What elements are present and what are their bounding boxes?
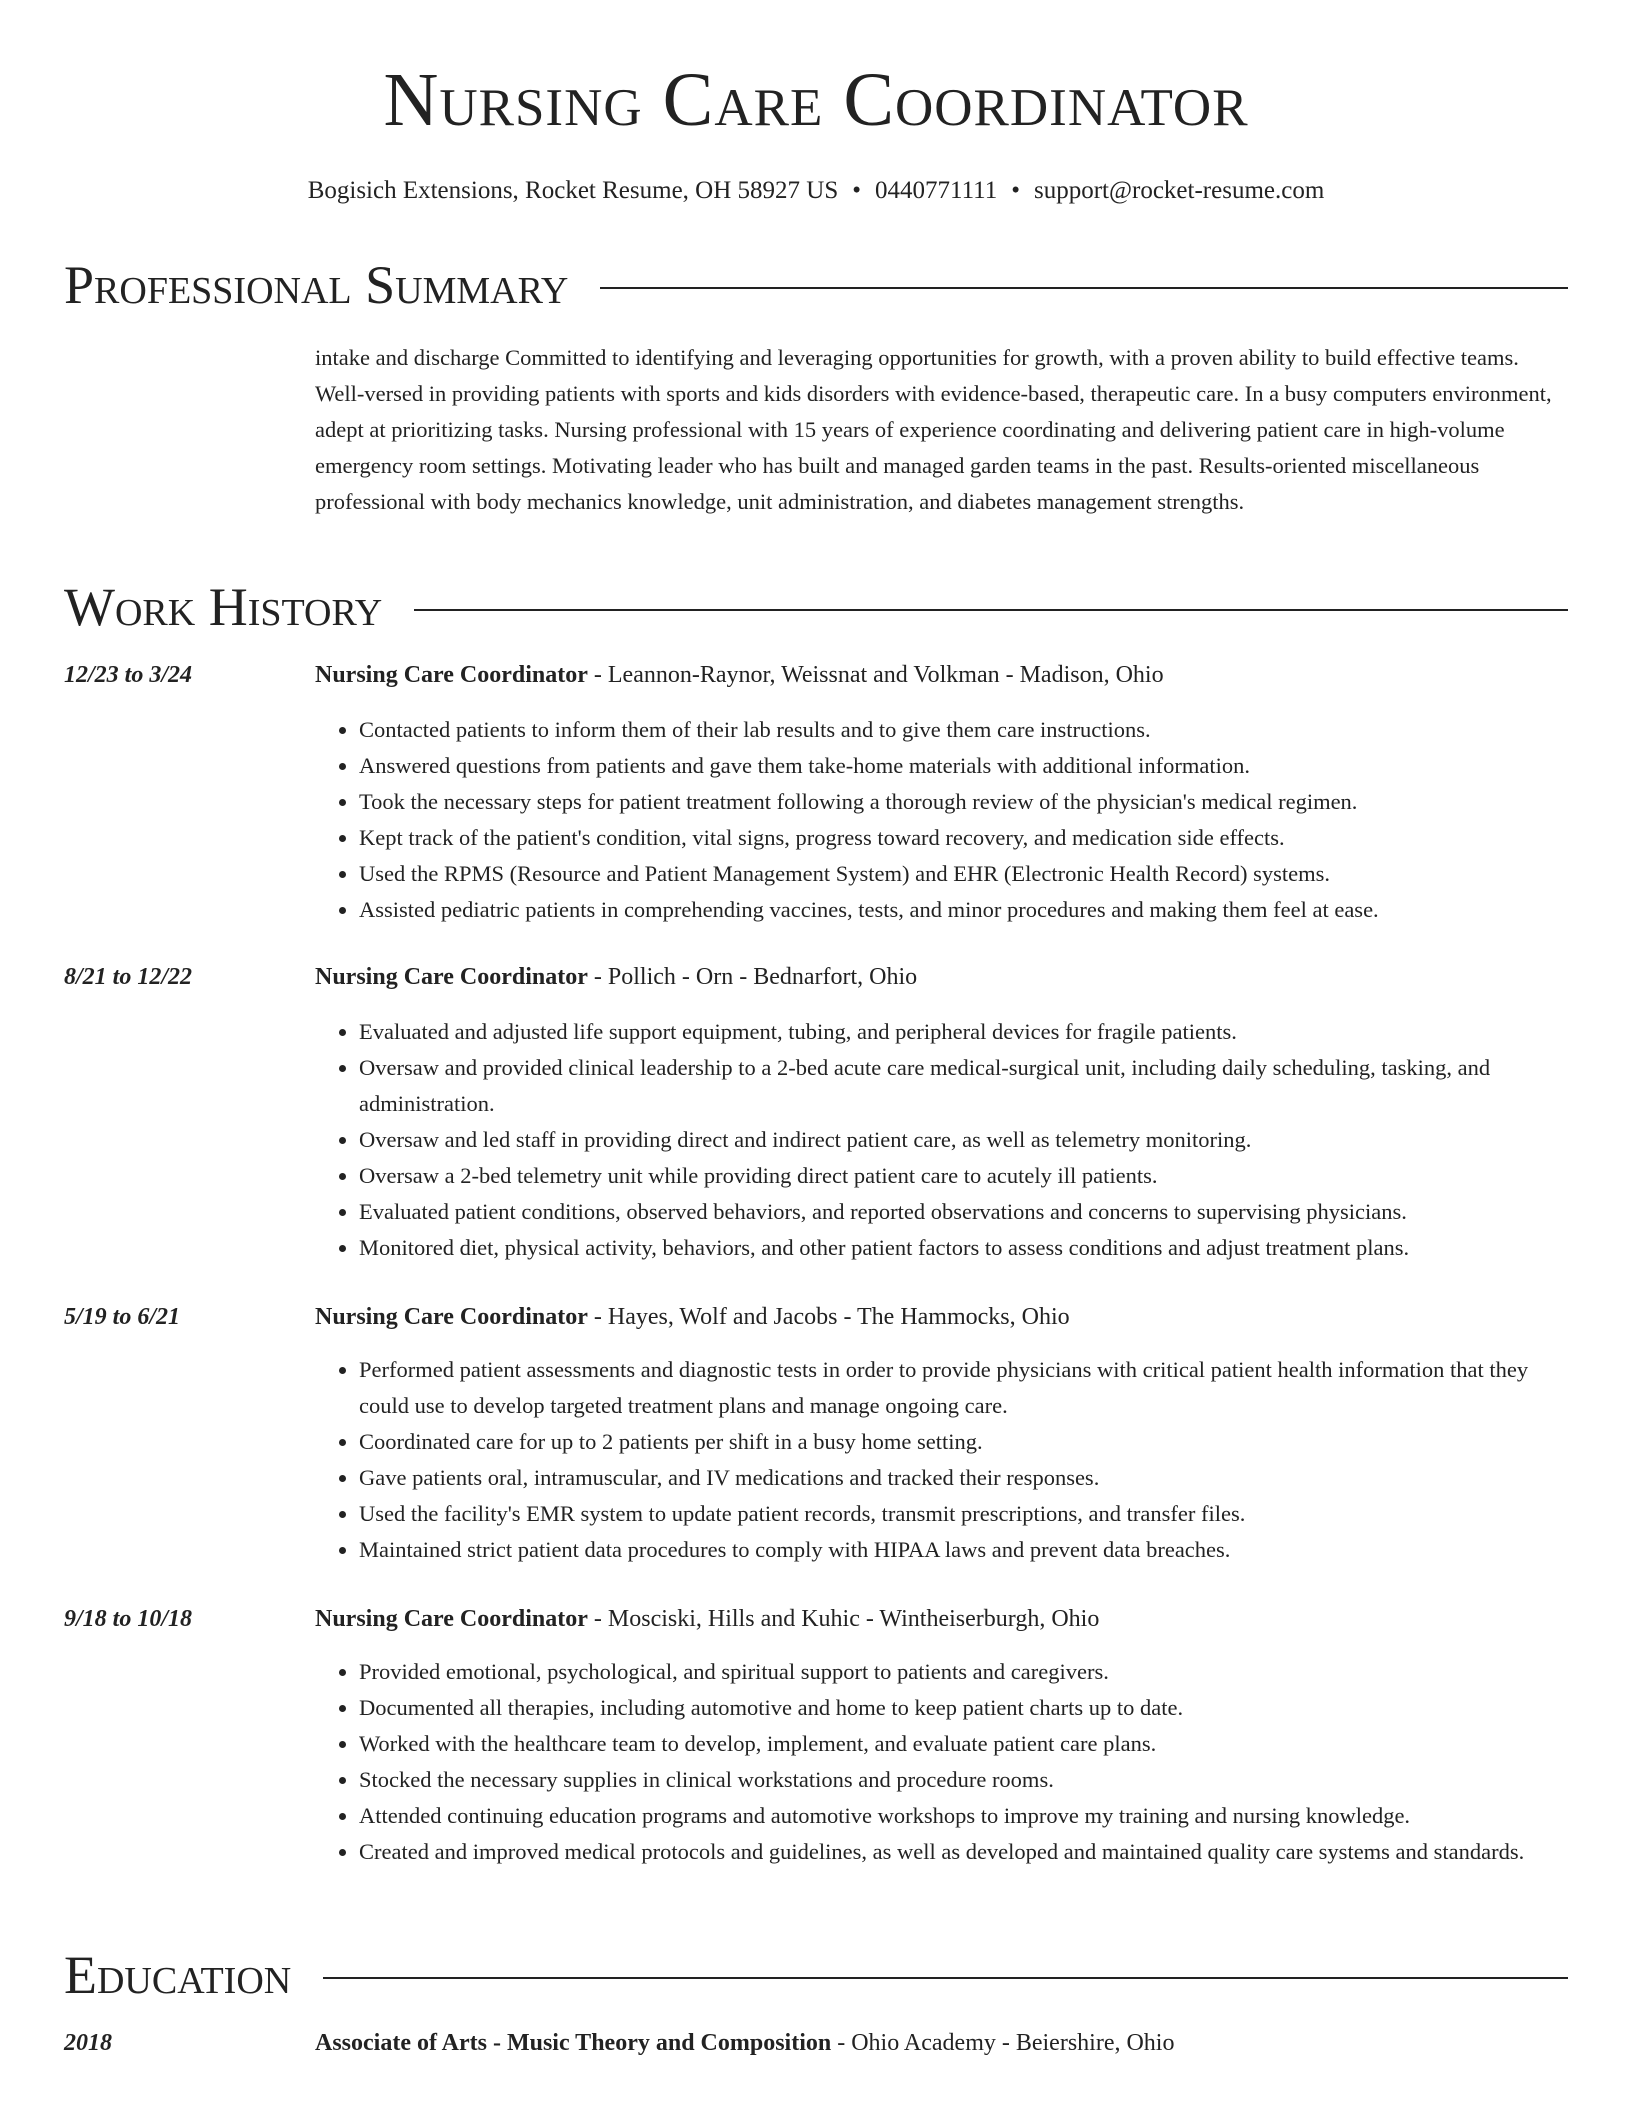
job-bullet: • Assisted pediatric patients in comprehending vaccines, tests, and minor procedures and making them feel at ease. bbox=[359, 892, 1568, 928]
job-title: Nursing Care Coordinator bbox=[315, 1304, 588, 1330]
contact-separator: • bbox=[852, 177, 861, 204]
job-bullet: • Kept track of the patient's condition, vital signs, progress toward recovery, and medication side effects. bbox=[359, 820, 1568, 856]
summary-section-header bbox=[64, 255, 1568, 315]
job-employer-location: - Hayes, Wolf and Jacobs - The Hammocks, Ohio bbox=[587, 1304, 1070, 1330]
work-section-header bbox=[64, 577, 1568, 637]
contact-email: support@rocket-resume.com bbox=[1033, 177, 1325, 204]
job-bullet: • Gave patients oral, intramuscular, and IV medications and tracked their responses. bbox=[359, 1460, 1568, 1496]
job-bullet: • Used the RPMS (Resource and Patient Management System) and EHR (Electronic Health Record) systems. bbox=[359, 856, 1568, 892]
education-school-location: - Ohio Academy - Beiershire, Ohio bbox=[831, 2030, 1175, 2056]
job-title-line bbox=[315, 1604, 1568, 1634]
job-title: Nursing Care Coordinator bbox=[315, 1606, 588, 1632]
job-bullet: • Oversaw a 2-bed telemetry unit while providing direct patient care to acutely ill patients. bbox=[359, 1158, 1568, 1194]
job-bullet: • Evaluated patient conditions, observed behaviors, and reported observations and concerns to supervising physicians. bbox=[359, 1194, 1568, 1230]
job-bullet: • Oversaw and led staff in providing direct and indirect patient care, as well as telemetry monitoring. bbox=[359, 1122, 1568, 1158]
job-title-line bbox=[315, 1302, 1568, 1332]
education-section-header bbox=[64, 1945, 1568, 2005]
job-title: Nursing Care Coordinator bbox=[315, 964, 588, 990]
education-year: 2018 bbox=[64, 2030, 112, 2056]
contact-phone: 0440771111 bbox=[875, 177, 998, 204]
job-bullet: • Maintained strict patient data procedures to comply with HIPAA laws and prevent data breaches. bbox=[359, 1532, 1568, 1568]
section-divider bbox=[600, 287, 1568, 289]
job-bullet: • Answered questions from patients and gave them take-home materials with additional information. bbox=[359, 748, 1568, 784]
job-bullet: • Monitored diet, physical activity, behaviors, and other patient factors to assess conditions and adjust treatment plans. bbox=[359, 1230, 1568, 1266]
job-title-line bbox=[315, 660, 1568, 690]
section-divider bbox=[414, 609, 1568, 611]
summary-heading: Professional Summary bbox=[64, 255, 569, 315]
contact-line bbox=[0, 176, 1632, 206]
job-bullet-list bbox=[315, 1654, 1568, 1870]
job-bullet-list bbox=[315, 712, 1568, 928]
job-bullet: • Used the facility's EMR system to update patient records, transmit prescriptions, and transfer files. bbox=[359, 1496, 1568, 1532]
job-title: Nursing Care Coordinator bbox=[315, 662, 588, 688]
education-line bbox=[315, 2028, 1568, 2058]
job-bullet: • Oversaw and provided clinical leadership to a 2-bed acute care medical-surgical unit, including daily scheduling, tasking, and administration. bbox=[359, 1050, 1568, 1122]
job-bullet: • Coordinated care for up to 2 patients per shift in a busy home setting. bbox=[359, 1424, 1568, 1460]
job-title-line bbox=[315, 962, 1568, 992]
job-employer-location: - Leannon-Raynor, Weissnat and Volkman - Madison, Ohio bbox=[587, 662, 1164, 688]
job-bullet: • Evaluated and adjusted life support equipment, tubing, and peripheral devices for fragile patients. bbox=[359, 1014, 1568, 1050]
job-bullet: • Provided emotional, psychological, and spiritual support to patients and caregivers. bbox=[359, 1654, 1568, 1690]
job-dates: 8/21 to 12/22 bbox=[64, 964, 193, 990]
job-bullet-list bbox=[315, 1014, 1568, 1266]
job-bullet: • Worked with the healthcare team to develop, implement, and evaluate patient care plans. bbox=[359, 1726, 1568, 1762]
section-divider bbox=[323, 1977, 1568, 1979]
job-dates: 12/23 to 3/24 bbox=[64, 662, 193, 688]
job-bullet: • Documented all therapies, including automotive and home to keep patient charts up to date. bbox=[359, 1690, 1568, 1726]
job-bullet: • Stocked the necessary supplies in clinical workstations and procedure rooms. bbox=[359, 1762, 1568, 1798]
education-heading: Education bbox=[64, 1945, 292, 2005]
contact-address: Bogisich Extensions, Rocket Resume, OH 58927 US bbox=[307, 177, 839, 204]
job-bullet: • Performed patient assessments and diagnostic tests in order to provide physicians with critical patient health information that they could use to develop targeted treatment plans and manage ongoing care. bbox=[359, 1352, 1568, 1424]
job-bullet-list bbox=[315, 1352, 1568, 1568]
job-bullet: • Created and improved medical protocols and guidelines, as well as developed and maintained quality care systems and standards. bbox=[359, 1834, 1568, 1870]
job-bullet: • Contacted patients to inform them of their lab results and to give them care instructions. bbox=[359, 712, 1568, 748]
work-heading: Work History bbox=[64, 577, 383, 637]
job-bullet: • Attended continuing education programs and automotive workshops to improve my training and nursing knowledge. bbox=[359, 1798, 1568, 1834]
resume-name-heading: Nursing Care Coordinator bbox=[383, 58, 1249, 142]
job-employer-location: - Mosciski, Hills and Kuhic - Wintheiserburgh, Ohio bbox=[587, 1606, 1100, 1632]
summary-text: intake and discharge Committed to identifying and leveraging opportunities for growth, with a proven ability to build effective teams. Well-versed in providing patients with sports and kids disorders with evidence-based, therapeutic care. In a busy computers environment, adept at prioritizing tasks. Nursing professional with 15 years of experience coordinating and delivering patient care in high-volume emergency room settings. Motivating leader who has built and managed garden teams in the past. Results-oriented miscellaneous professional with body mechanics knowledge, unit administration, and diabetes management strengths. bbox=[315, 345, 1552, 514]
job-dates: 9/18 to 10/18 bbox=[64, 1606, 193, 1632]
education-degree: Associate of Arts - Music Theory and Composition bbox=[315, 2030, 832, 2056]
contact-separator: • bbox=[1011, 177, 1020, 204]
job-bullet: • Took the necessary steps for patient treatment following a thorough review of the physician's medical regimen. bbox=[359, 784, 1568, 820]
job-dates: 5/19 to 6/21 bbox=[64, 1304, 181, 1330]
job-employer-location: - Pollich - Orn - Bednarfort, Ohio bbox=[587, 964, 918, 990]
